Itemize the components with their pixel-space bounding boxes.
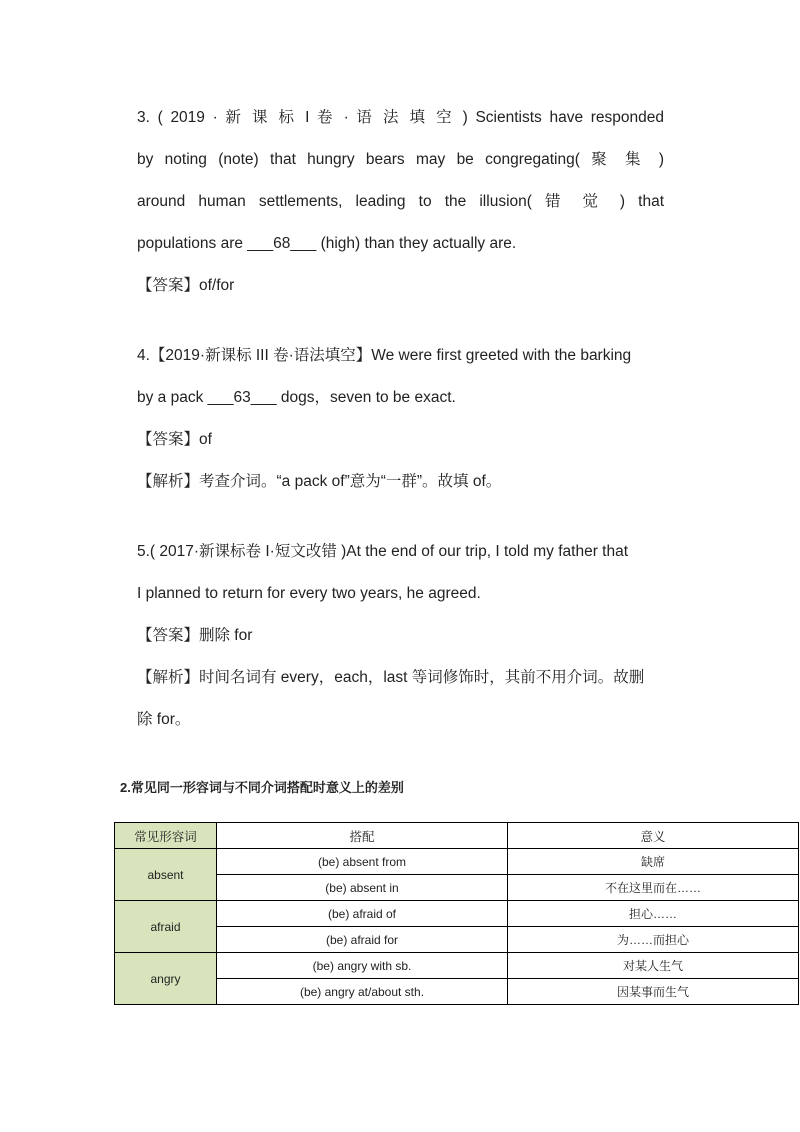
meaning-cell: 因某事而生气 [508, 979, 799, 1005]
meaning-cell: 对某人生气 [508, 953, 799, 979]
collocation-cell: (be) afraid for [217, 927, 508, 953]
adjective-cell: afraid [115, 901, 217, 953]
question-5-analysis-line-1: 【解析】时间名词有 every，each，last 等词修饰时，其前不用介词。故删 [137, 669, 645, 686]
question-4-analysis: 【解析】考查介词。“a pack of”意为“一群”。故填 of。 [137, 473, 502, 490]
question-3-line-4: populations are ___68___ (high) than they actually are. [137, 235, 517, 252]
collocation-cell: (be) angry at/about sth. [217, 979, 508, 1005]
question-3-line-2: by noting (note) that hungry bears may be congregating( 聚 集 ) [137, 151, 664, 168]
meaning-cell: 为……而担心 [508, 927, 799, 953]
table-header-meaning: 意义 [508, 823, 799, 849]
table-row [115, 953, 799, 979]
collocation-cell: (be) absent in [217, 875, 508, 901]
table-row [115, 875, 799, 901]
table-row [115, 901, 799, 927]
table-header-collocation: 搭配 [217, 823, 508, 849]
question-5-line-1: 5.( 2017·新课标卷 I·短文改错 )At the end of our trip, I told my father that [137, 543, 629, 560]
collocation-table [114, 822, 799, 1005]
meaning-cell: 缺席 [508, 849, 799, 875]
question-5-analysis-line-2: 除 for。 [137, 711, 191, 728]
collocation-cell: (be) angry with sb. [217, 953, 508, 979]
table-row [115, 849, 799, 875]
collocation-cell: (be) afraid of [217, 901, 508, 927]
question-4-line-2: by a pack ___63___ dogs，seven to be exact. [137, 389, 456, 406]
meaning-cell: 不在这里而在…… [508, 875, 799, 901]
table-header-row [115, 823, 799, 849]
adjective-cell: absent [115, 849, 217, 901]
question-4-answer: 【答案】of [137, 431, 212, 448]
question-5-answer: 【答案】删除 for [137, 627, 253, 644]
question-3-answer: 【答案】of/for [137, 277, 235, 294]
table-row [115, 927, 799, 953]
meaning-cell: 担心…… [508, 901, 799, 927]
question-3-line-3: around human settlements, leading to the illusion( 错 觉 ) that [137, 193, 664, 210]
question-4-line-1: 4.【2019·新课标 III 卷·语法填空】We were first greeted with the barking [137, 347, 632, 364]
section-heading: 2.常见同一形容词与不同介词搭配时意义上的差别 [120, 780, 404, 795]
adjective-cell: angry [115, 953, 217, 1005]
question-3-line-1: 3. ( 2019 · 新 课 标 I 卷 · 语 法 填 空 ) Scientists have responded [137, 109, 664, 126]
question-5-line-2: I planned to return for every two years, he agreed. [137, 585, 481, 602]
table-header-adjective: 常见形容词 [115, 823, 217, 849]
table-row [115, 979, 799, 1005]
collocation-cell: (be) absent from [217, 849, 508, 875]
